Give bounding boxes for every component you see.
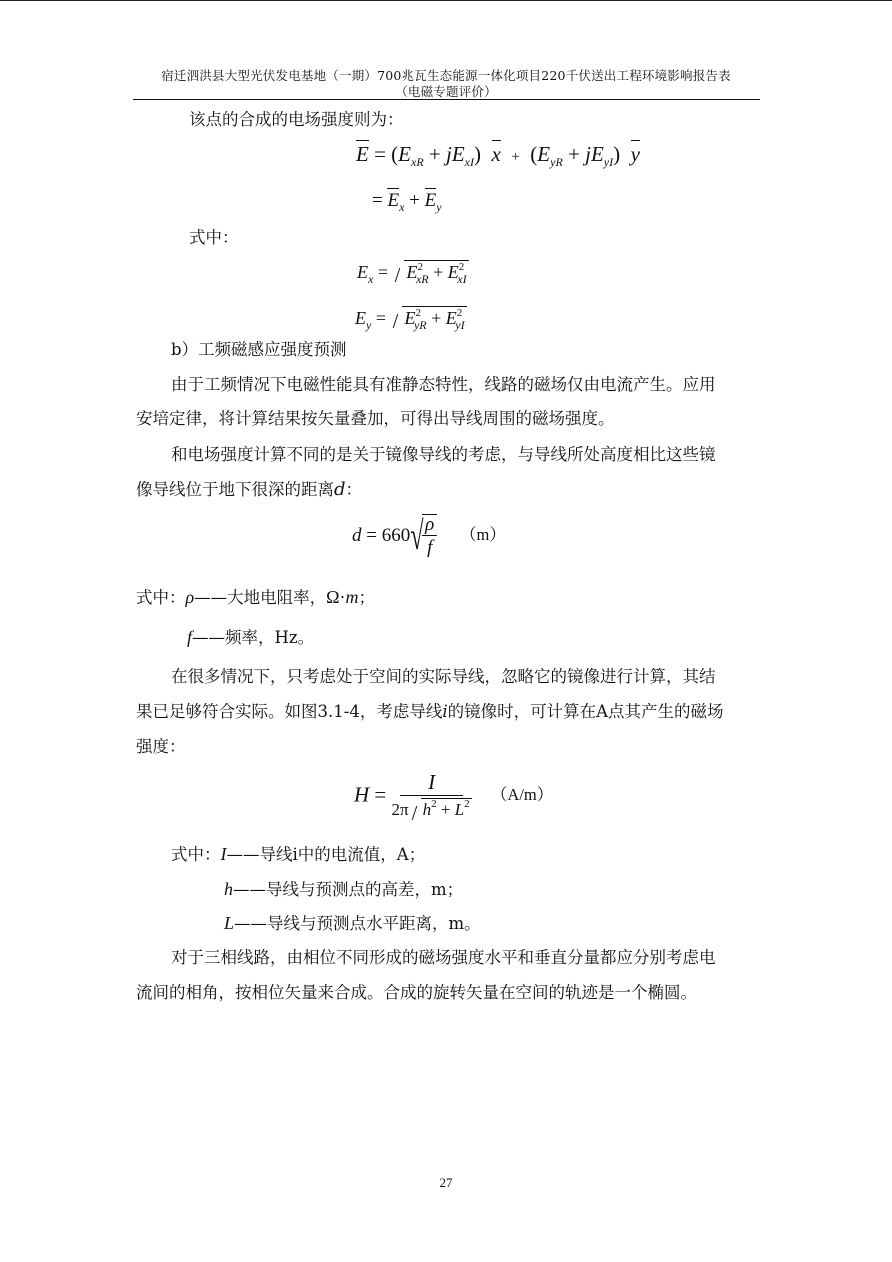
eq-eyr-sub: yR [550,155,563,169]
definition-text: ——导线i中的电流值，A； [226,845,426,864]
label-where: 式中： [136,588,186,607]
unit-omega: Ω· [326,587,346,607]
eq-exi: E [451,142,465,166]
eq-equals: = [372,190,383,211]
equation-e-sum [372,190,442,214]
eq-sub: yR [413,318,427,332]
eq-equals: = [375,308,386,328]
var-l: L [224,913,235,933]
definition-text: ——导线与预测点的高差，m； [233,880,464,899]
header-rule [133,99,760,100]
eq-equals: = [374,782,387,807]
eq-ex: E [387,190,400,211]
eq-j: j [446,142,452,166]
eq-coefficient: 660 [381,525,411,546]
var-current: I [220,844,227,864]
equation-ey [355,306,467,332]
eq-plus: + [440,800,451,819]
eq-eyi-sub: yI [603,155,614,169]
eq-paren: ( [391,142,399,166]
var-d: d [334,479,346,500]
paragraph-4-line-1: 对于三相线路，由相位不同形成的磁场强度水平和垂直分量都应分别考虑电 [171,948,716,967]
eq-e: E [406,262,418,282]
paragraph-2-line-2 [136,481,362,499]
eq-current-i: I [400,772,463,796]
where-f [187,628,314,647]
eq-sub: x [368,272,374,286]
var-rho: ρ [185,587,195,607]
paragraph-text: 果已足够符合实际。如图3.1-4，考虑导线 [136,702,443,721]
label-where: 式中： [189,228,239,247]
paragraph-text: 的镜像时，可计算在A点其产生的磁场 [447,702,724,721]
sqrt-sign [392,260,468,286]
paragraph-3-line-1: 在很多情况下，只考虑处于空间的实际导线，忽略它的镜像进行计算，其结 [171,667,716,686]
fraction-rho-f [422,514,437,557]
running-header-subtitle: （电磁专题评价） [395,84,497,99]
section-heading-b: b）工频磁感应强度预测 [171,340,347,359]
eq-paren: ( [530,142,538,166]
sqrt-sign [409,798,472,818]
eq-unit: （m） [460,525,506,545]
punctuation: ； [358,588,376,607]
eq-y-unit-vector: y [630,142,640,166]
page-number: 27 [439,1175,453,1190]
eq-unit: （A/m） [490,784,554,804]
eq-exr-sub: xR [411,155,424,169]
eq-e: E [447,262,459,282]
paragraph-3-line-3: 强度： [136,737,186,756]
definition-text: ——频率，Hz。 [192,628,315,647]
fraction-h [392,772,472,818]
eq-plus: + [431,308,442,328]
eq-e: E [445,308,457,328]
where-length [224,914,481,933]
eq-sup: 2 [464,798,470,810]
equation-e-vector [356,142,640,169]
eq-x-unit-vector: x [491,142,501,166]
paragraph-combined-field: 该点的合成的电场强度则为： [189,110,404,129]
sqrt-sign [390,306,466,332]
eq-eyr: E [537,142,551,166]
eq-sup: 2 [456,307,463,319]
eq-e: E [357,262,368,282]
eq-sub: y [366,318,372,332]
running-header-title: 宿迁泗洪县大型光伏发电基地（一期）700兆瓦生态能源一体化项目220千伏送出工程环境影响报告表 [161,68,731,83]
label-where: 式中： [171,845,221,864]
paragraph-4-line-2: 流间的相角，按相位矢量来合成。合成的旋转矢量在空间的轨迹是一个椭圆。 [136,983,697,1002]
eq-e-symbol: E [356,142,369,166]
eq-eyi: E [590,142,604,166]
eq-sub: xI [457,272,467,286]
eq-plus: + [428,142,441,166]
eq-j: j [585,142,591,166]
eq-exi-sub: xI [464,155,474,169]
eq-exr: E [398,142,411,166]
eq-ex-sub: x [399,200,405,214]
var-h: h [224,879,233,899]
equation-ex [357,260,469,286]
paragraph-3-line-2 [136,704,724,721]
eq-sup: 2 [417,261,423,273]
paragraph-text: 像导线位于地下很深的距离 [136,480,334,499]
paragraph-1-line-2: 安培定律，将计算结果按矢量叠加，可得出导线周围的磁场强度。 [136,409,615,428]
eq-f: f [427,537,433,558]
eq-sup: 2 [431,798,437,810]
where-current [171,845,425,864]
eq-paren: ) [474,142,481,166]
eq-h-var: h [422,800,432,819]
eq-plus: + [409,190,420,211]
eq-equals: = [374,142,386,166]
eq-sup: 2 [415,307,421,319]
eq-e: E [404,308,416,328]
top-border [0,0,892,1]
var-f: f [187,627,193,647]
eq-h: H [354,782,370,807]
var-i: i [442,702,448,721]
eq-equals: = [366,525,377,546]
eq-sub: yI [455,318,465,332]
eq-plus: + [511,149,520,165]
eq-ey-sub: y [436,200,442,214]
definition-text: ——大地电阻率， [194,588,327,607]
eq-two-pi: 2π [391,800,409,819]
eq-plus: + [433,262,444,282]
eq-equals: = [377,262,388,282]
eq-rho: ρ [422,515,437,536]
definition-text: ——导线与预测点水平距离，m。 [234,914,481,933]
eq-e: E [355,308,366,328]
eq-ey: E [424,190,437,211]
eq-sub: xR [415,272,429,286]
paragraph-1-line-1: 由于工频情况下电磁性能具有准静态特性，线路的磁场仅由电流产生。应用 [171,375,716,394]
equation-d [352,514,506,557]
paragraph-2-line-1: 和电场强度计算不同的是关于镜像导线的考虑，与导线所处高度相比这些镜 [171,445,716,464]
punctuation: ： [345,480,363,499]
sqrt-sign: √ [410,512,424,558]
eq-d: d [352,525,362,546]
eq-paren: ) [613,142,621,166]
unit-m: m [345,587,359,607]
eq-sup: 2 [458,261,465,273]
where-rho [136,588,375,607]
where-height [224,880,463,899]
eq-plus: + [568,142,580,166]
equation-h [354,772,553,818]
eq-l-var: L [454,800,465,819]
